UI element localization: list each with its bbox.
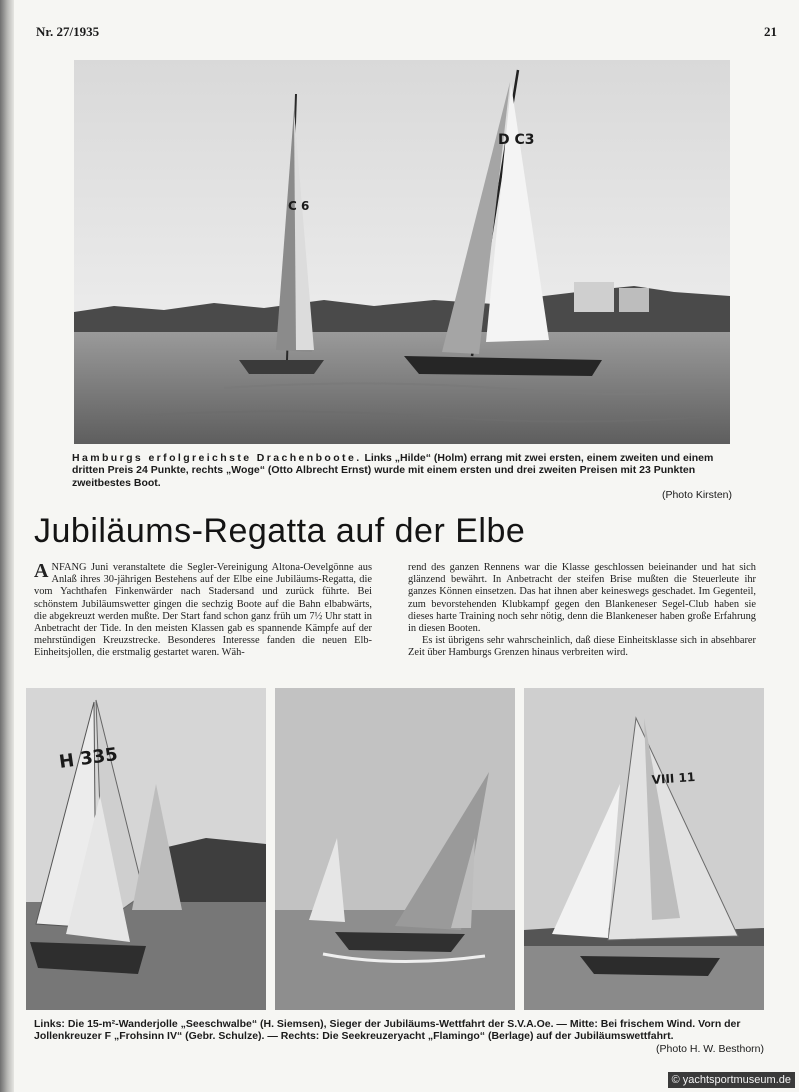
photo-frohsinn <box>275 688 515 1010</box>
sail-number-h335: H 335 <box>57 743 120 773</box>
bottom-photos-caption <box>34 1018 764 1055</box>
article-title: Jubiläums-Regatta auf der Elbe <box>34 512 526 550</box>
caption-text: Links „Hilde“ (Holm) errang mit zwei ersten, einem zweiten und einem dritten Preis 24 Punkte, rechts „Woge“ (Otto Albrecht Ernst) wurde mit einem ersten und drei zweiten Preisen mit 23 Punkten zweitbestes Boot. <box>72 452 714 489</box>
bottom-caption-text: Links: Die 15-m²-Wanderjolle „Seeschwalbe“ (H. Siemsen), Sieger der Jubiläums-Wettfahrt der S.V.A.Oe. — Mitte: Bei frischem Wind. Vorn der Jollenkreuzer F „Frohsinn IV“ (Gebr. Schulze). — Rechts: Die Seekreuzeryacht „Flamingo“ (Berlage) auf der Jubiläumswettfahrt. <box>34 1018 741 1043</box>
drop-cap: A <box>34 560 49 582</box>
paragraph-1: NFANG Juni veranstaltete die Segler-Vereinigung Altona-Oevelgönne aus Anlaß ihres 30-jährigen Bestehens auf der Elbe eine Jubiläums-Regatta, die vom Yachthafen Finkenwärder nach Stadersand und zurück führte. Bei schönstem Jubiläumswetter gingen die sechzig Boote auf die Bahn elbabwärts, die abgekreuzt werden mußte. Der Start fand schon ganz früh um 7½ Uhr statt in Anbetracht der Tide. In den meisten Klassen gab es spannende Kämpfe auf der mehrstündigen Kreuzstrecke. Besonderes Interesse fanden die neuen Elb-Einheitsjollen, die erstmalig gestartet waren. Wäh- <box>34 562 372 659</box>
paragraph-3: Es ist übrigens sehr wahrscheinlich, daß diese Einheitsklasse sich in absehbarer Zeit über Hamburgs Grenzen hinaus verbreiten wird. <box>408 635 756 659</box>
top-photo-caption <box>72 452 732 501</box>
sail-number-dc3: D C3 <box>498 132 535 148</box>
article-column-2 <box>408 562 756 660</box>
page-gutter <box>0 0 14 1092</box>
sail-number-viii11: VIII 11 <box>651 769 696 787</box>
paragraph-2: rend des ganzen Rennens war die Klasse geschlossen beieinander und hat sich glänzend bewährt. In Anbetracht der steifen Brise mußten die Steuerleute ihr ganzes Können einsetzen. Das hat ihnen aber keineswegs geschadet. Im Gegenteil, zum bevorstehenden Klubkampf gegen den Blankeneser Segel-Club haben sie dieses harte Training noch sehr nötig, denn die Blankeneser haben große Erfahrung in diesen Booten. <box>408 562 756 635</box>
caption-lead: Hamburgs erfolgreichste Drachenboote. <box>72 452 362 464</box>
bottom-photo-credit: (Photo H. W. Besthorn) <box>656 1042 764 1055</box>
photo-seeschwalbe <box>26 688 266 1010</box>
photo-credit: (Photo Kirsten) <box>661 488 732 501</box>
issue-number: Nr. 27/1935 <box>36 24 100 39</box>
photo-dragon-boats <box>74 60 730 444</box>
article-column-1 <box>34 562 372 660</box>
photo-flamingo <box>524 688 764 1010</box>
page-number: 21 <box>764 24 777 39</box>
watermark[interactable]: © yachtsportmuseum.de <box>668 1072 795 1088</box>
sail-number-c6: C 6 <box>288 199 310 213</box>
